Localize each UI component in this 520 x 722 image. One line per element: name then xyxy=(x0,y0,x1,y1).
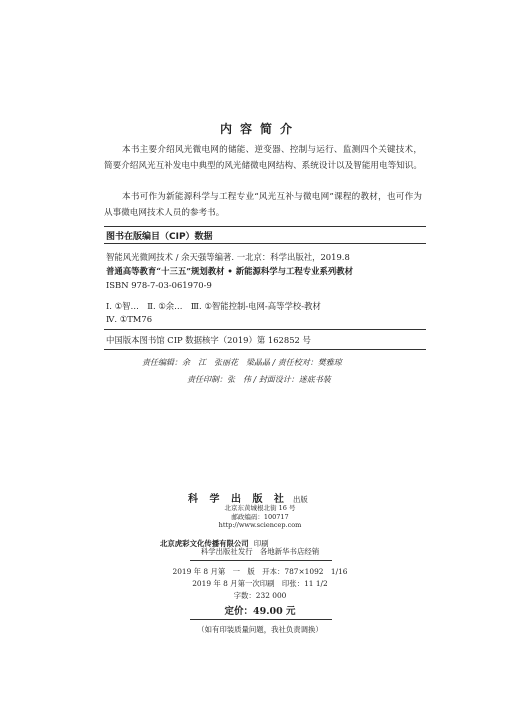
cip-line-3: ISBN 978-7-03-061970-9 xyxy=(106,280,212,290)
summary-paragraph-1: 本书主要介绍风光微电网的储能、逆变器、控制与运行、监测四个关键技术，简要介绍风光互补发电中典型的风光储微电网结构、系统设计以及智能用电等知识。 xyxy=(104,145,422,171)
distribution: 科学出版社发行 各地新华书店经销 xyxy=(200,547,320,556)
edition-line-3: 字数：232 000 xyxy=(233,591,287,600)
printer-role: 印刷 xyxy=(253,539,269,548)
divider-cip-heading xyxy=(104,243,426,244)
edition-line-2: 2019 年 8 月第一次印刷 印张：11 1/2 xyxy=(192,579,328,588)
edition-line-1: 2019 年 8 月第 一 版 开本：787×1092 1/16 xyxy=(172,567,348,576)
publisher-name: 科 学 出 版 社 xyxy=(188,494,288,505)
printer-name: 北京虎彩文化传播有限公司 xyxy=(160,539,249,548)
cip-line-1: 智能风光微网技术 / 余天强等编著. 一北京：科学出版社，2019.8 xyxy=(106,252,350,262)
summary-title: 内容简介 xyxy=(219,122,300,136)
cip-line-5: Ⅳ. ①TM76 xyxy=(106,314,153,324)
cip-heading: 图书在版编目（CIP）数据 xyxy=(106,232,213,242)
publisher-role: 出版 xyxy=(293,495,308,504)
publisher-url: http://www.sciencep.com xyxy=(218,521,302,529)
divider-price xyxy=(190,619,332,620)
price: 定价：49.00 元 xyxy=(224,606,296,617)
divider-cip-bottom xyxy=(104,329,426,330)
credits-line-2: 责任印制：张 伟 / 封面设计：迷底书装 xyxy=(187,375,331,384)
cip-line-4: Ⅰ. ①智… Ⅱ. ①余… Ⅲ. ①智能控制-电网-高等学校-教材 xyxy=(106,301,321,311)
divider-edition xyxy=(190,560,332,561)
cip-line-6: 中国版本图书馆 CIP 数据核字（2019）第 162852 号 xyxy=(106,335,311,345)
divider-top xyxy=(104,226,426,227)
divider-cip-end xyxy=(104,349,426,350)
quality-notice: （如有印装质量问题，我社负责调换） xyxy=(197,625,323,634)
publisher-postcode: 邮政编码：100717 xyxy=(231,513,289,521)
summary-paragraph-2: 本书可作为新能源科学与工程专业“风光互补与微电网”课程的教材，也可作为从事微电网技术人员的参考书。 xyxy=(104,192,422,218)
credits-line-1: 责任编辑：余 江 张丽花 梁晶晶 / 责任校对：樊雅琼 xyxy=(142,358,342,367)
publisher-address: 北京东黄城根北街 16 号 xyxy=(224,504,296,512)
cip-line-2: 普通高等教育“十三五”规划教材 • 新能源科学与工程专业系列教材 xyxy=(106,266,353,276)
